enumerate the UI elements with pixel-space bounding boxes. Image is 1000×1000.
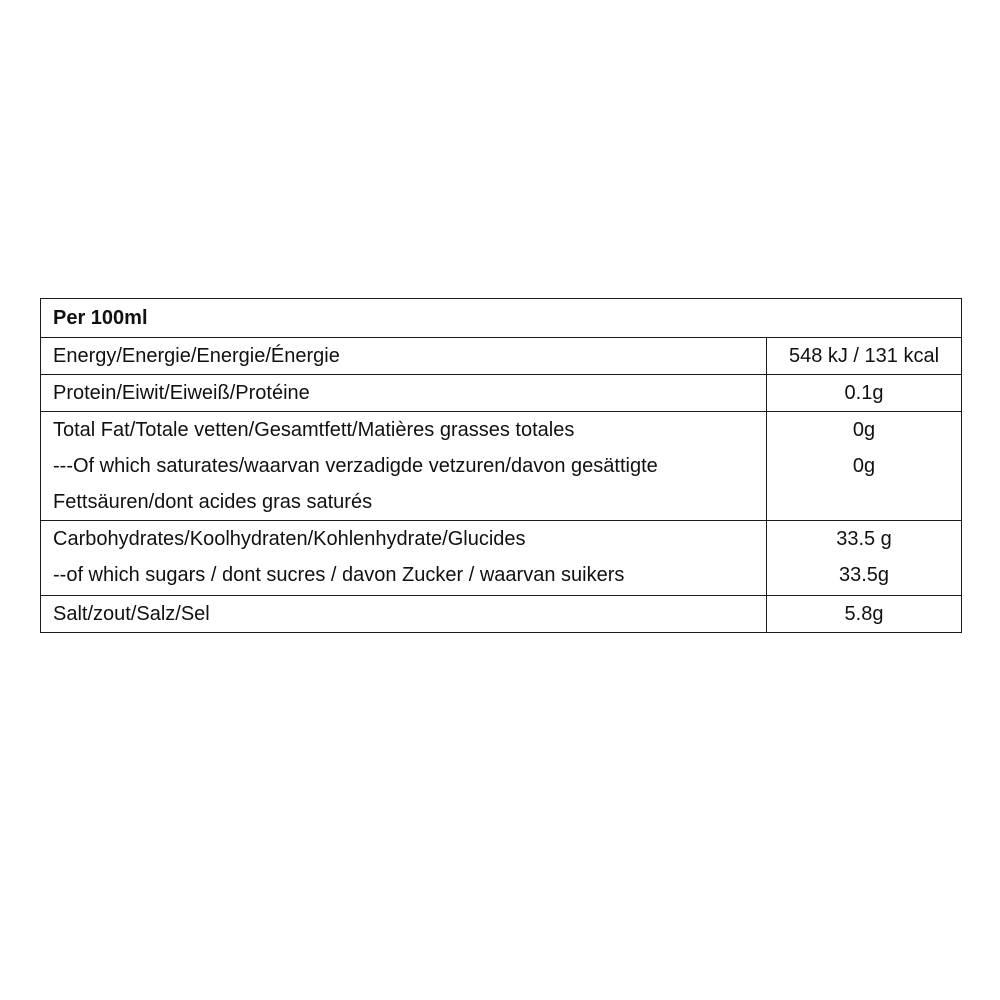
sugars-label: --of which sugars / dont sucres / davon Zucker / waarvan suikers <box>53 564 625 586</box>
table-row-carbohydrates <box>41 521 962 596</box>
saturates-label-line-1: ---Of which saturates/waarvan verzadigde vetzuren/davon gesättigte <box>53 455 658 477</box>
saturates-label-line-2: Fettsäuren/dont acides gras saturés <box>53 491 373 513</box>
table-row-salt <box>41 596 962 633</box>
fat-value-cell <box>767 412 962 521</box>
protein-value-cell <box>767 375 962 412</box>
protein-label-cell <box>41 375 767 412</box>
carbohydrates-value: 33.5 g <box>836 528 892 550</box>
energy-value-cell <box>767 338 962 375</box>
salt-value-cell <box>767 596 962 633</box>
table-header-cell <box>41 299 962 338</box>
nutrition-table <box>40 298 962 633</box>
saturates-value: 0g <box>852 455 876 477</box>
carbohydrates-label-cell <box>41 521 767 596</box>
table-row-energy <box>41 338 962 375</box>
table-row-fat <box>41 412 962 521</box>
table-header-row <box>41 299 962 338</box>
fat-label-cell <box>41 412 767 521</box>
total-fat-value: 0g <box>852 419 876 441</box>
protein-label: Protein/Eiwit/Eiweiß/Protéine <box>53 382 310 404</box>
salt-label-cell <box>41 596 767 633</box>
carbohydrates-value-cell <box>767 521 962 596</box>
salt-label: Salt/zout/Salz/Sel <box>53 603 210 625</box>
protein-value: 0.1g <box>844 382 884 404</box>
salt-value: 5.8g <box>844 603 884 625</box>
sugars-value: 33.5g <box>838 564 890 586</box>
energy-label: Energy/Energie/Energie/Énergie <box>53 345 340 367</box>
table-row-protein <box>41 375 962 412</box>
carbohydrates-label: Carbohydrates/Koolhydraten/Kohlenhydrate/Glucides <box>53 528 526 550</box>
total-fat-label: Total Fat/Totale vetten/Gesamtfett/Matières grasses totales <box>53 419 575 441</box>
energy-label-cell <box>41 338 767 375</box>
energy-value: 548 kJ / 131 kcal <box>788 345 940 367</box>
table-header-label: Per 100ml <box>53 307 148 329</box>
